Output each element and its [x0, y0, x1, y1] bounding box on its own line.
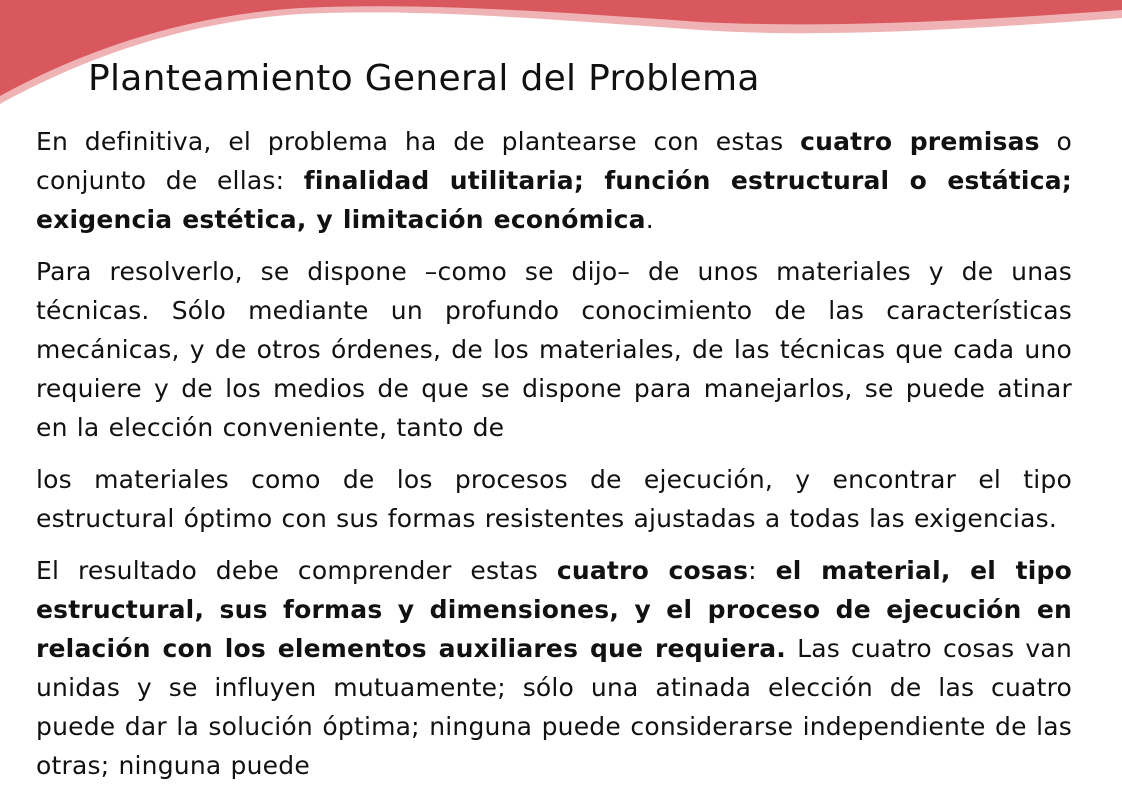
paragraph-text: .: [645, 205, 654, 234]
paragraph-text: Para resolverlo, se dispone –como se dijo– de unos materiales y de unas técnicas. Sólo mediante un profundo conocimiento de las características mecánicas, y de otros órdenes, de los materiales, de las técnicas que cada uno requiere y de los medios de que se dispone para manejarlos, se puede atinar en la elección conveniente, tanto de: [36, 257, 1072, 442]
bold-text: finalidad utilitaria; función estructural o estática; exigencia estética, y limitación económica: [36, 166, 1072, 234]
slide-title: Planteamiento General del Problema: [88, 58, 760, 99]
bold-text: cuatro cosas: [556, 556, 749, 585]
paragraph-text: Las cuatro cosas van unidas y se influyen mutuamente; sólo una atinada elección de las cuatro puede dar la solución óptima; ninguna puede considerarse independiente de las otras; ninguna puede: [36, 634, 1072, 780]
paragraph-text: o conjunto de ellas:: [36, 127, 1072, 195]
bold-text: el material, el tipo estructural, sus formas y dimensiones, y el proceso de ejecución en relación con los elementos auxiliares que requiera.: [36, 556, 1072, 663]
body-paragraph: [36, 122, 1072, 239]
body-paragraph: [36, 460, 1072, 538]
body-paragraph: [36, 551, 1072, 785]
paragraph-text: los materiales como de los procesos de ejecución, y encontrar el tipo estructural óptimo con sus formas resistentes ajustadas a todas las exigencias.: [36, 465, 1072, 533]
bold-text: cuatro premisas: [800, 127, 1040, 156]
paragraph-text: En definitiva, el problema ha de plantearse con estas: [36, 127, 801, 156]
body-paragraph: [36, 252, 1072, 447]
paragraph-text: El resultado debe comprender estas: [36, 556, 557, 585]
paragraph-text: :: [748, 556, 776, 585]
slide-body: [36, 122, 1072, 793]
